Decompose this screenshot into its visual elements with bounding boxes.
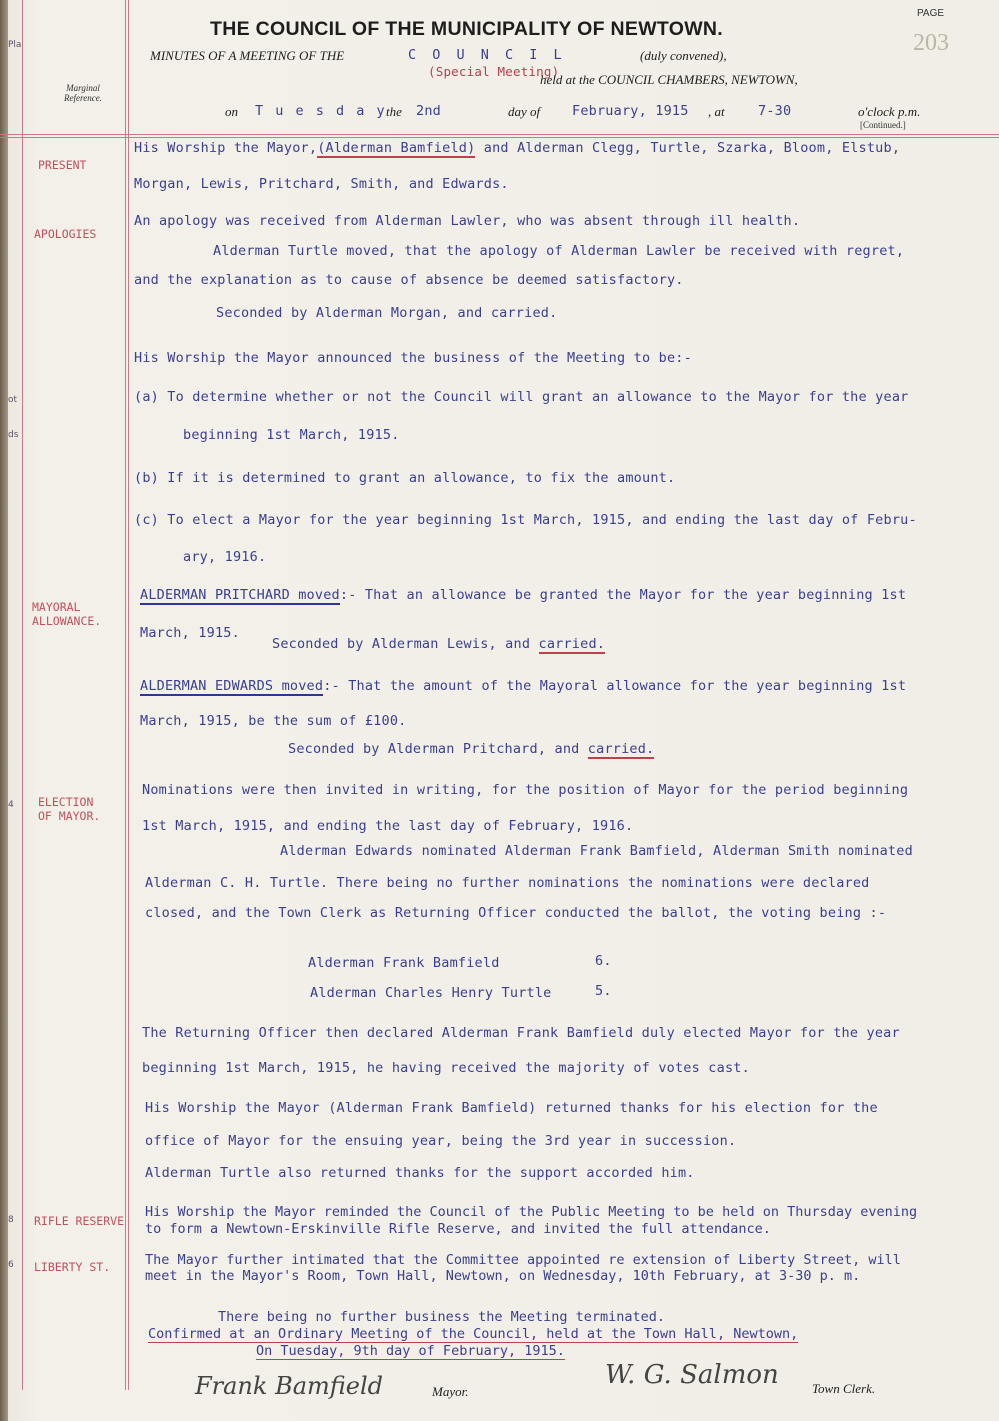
margin-mayoral: MAYORAL <box>32 600 81 614</box>
edwards-seconded: Seconded by Alderman Pritchard, and carried. <box>288 741 655 757</box>
thanks-line-2: office of Mayor for the ensuing year, being the 3rd year in succession. <box>145 1133 737 1149</box>
edwards-motion: ALDERMAN EDWARDS moved:- That the amount of the Mayoral allowance for the year beginning 1st <box>140 678 907 694</box>
page-stub: ds <box>8 430 19 440</box>
rifle-line-2: to form a Newtown-Erskinville Rifle Reserve, and invited the full attendance. <box>145 1221 771 1237</box>
business-intro: His Worship the Mayor announced the business of the Meeting to be:- <box>134 350 692 366</box>
date-on: on <box>225 104 238 119</box>
nomination-line-5: closed, and the Town Clerk as Returning Officer conducted the ballot, the voting being :- <box>145 905 887 921</box>
declared-line-1: The Returning Officer then declared Alderman Frank Bamfield duly elected Mayor for the year <box>142 1025 900 1041</box>
page-stub: ot <box>8 395 18 405</box>
declared-line-2: beginning 1st March, 1915, he having received the majority of votes cast. <box>142 1060 750 1076</box>
page-label: PAGE <box>917 8 945 19</box>
pritchard-moved-underlined: ALDERMAN PRITCHARD moved <box>140 587 340 603</box>
closing-line-1: There being no further business the Meeting terminated. <box>218 1309 666 1325</box>
margin-apologies: APOLOGIES <box>34 227 97 241</box>
page-number: 203 <box>913 30 949 56</box>
margin-rifle-reserve: RIFLE RESERVE <box>34 1214 125 1228</box>
date-the: the <box>386 104 402 119</box>
month-year: February, 1915 <box>572 103 689 119</box>
mayor-signature: Frank Bamfield <box>195 1372 384 1400</box>
page-stub: 4 <box>8 800 14 810</box>
item-b: (b) If it is determined to grant an allowance, to fix the amount. <box>134 470 676 486</box>
duly-convened: (duly convened), <box>640 48 727 63</box>
closing-line-3: On Tuesday, 9th day of February, 1915. <box>256 1343 565 1359</box>
carried-underlined: carried. <box>538 636 606 652</box>
minutes-prefix: MINUTES OF A MEETING OF THE <box>150 48 345 63</box>
edwards-moved-underlined: ALDERMAN EDWARDS moved <box>140 678 324 694</box>
apology-line-2: Alderman Turtle moved, that the apology of Alderman Lawler be received with regret, <box>213 243 905 259</box>
held-at: held at the COUNCIL CHAMBERS, NEWTOWN, <box>540 72 798 87</box>
margin-present: PRESENT <box>38 158 87 172</box>
margin-liberty-st: LIBERTY ST. <box>34 1260 111 1274</box>
thanks-line-1: His Worship the Mayor (Alderman Frank Bamfield) returned thanks for his election for the <box>145 1100 878 1116</box>
town-clerk-label: Town Clerk. <box>812 1381 876 1396</box>
present-line-2: Morgan, Lewis, Pritchard, Smith, and Edwards. <box>134 176 509 192</box>
pritchard-motion: ALDERMAN PRITCHARD moved:- That an allowance be granted the Mayor for the year beginning 1st <box>140 587 907 603</box>
council-spaced: C O U N C I L <box>408 47 566 63</box>
marginal-reference-label: Marginal Reference. <box>64 83 102 103</box>
special-meeting: (Special Meeting) <box>428 64 560 79</box>
margin-allowance: ALLOWANCE. <box>32 614 102 628</box>
book-binding <box>0 0 8 1421</box>
day-name: T u e s d a y <box>255 103 387 119</box>
nomination-line-2: 1st March, 1915, and ending the last day of February, 1916. <box>142 818 634 834</box>
oclock: o'clock p.m. <box>858 104 921 119</box>
closing-line-2: Confirmed at an Ordinary Meeting of the Council, held at the Town Hall, Newtown, <box>148 1326 799 1342</box>
rifle-line-1: His Worship the Mayor reminded the Council of the Public Meeting to be held on Thursday evening <box>145 1204 918 1220</box>
nomination-line-4: Alderman C. H. Turtle. There being no further nominations the nominations were declared <box>145 875 870 891</box>
edwards-line-2: March, 1915, be the sum of £100. <box>140 713 407 729</box>
carried-underlined: carried. <box>587 741 655 757</box>
nomination-line-1: Nominations were then invited in writing, for the position of Mayor for the period beginning <box>142 782 909 798</box>
liberty-line-2: meet in the Mayor's Room, Town Hall, Newtown, on Wednesday, 10th February, at 3-30 p. m. <box>145 1268 861 1284</box>
document-title: THE COUNCIL OF THE MUNICIPALITY OF NEWTOWN. <box>210 18 724 40</box>
vote-candidate-2: Alderman Charles Henry Turtle <box>310 985 552 1001</box>
nomination-line-3: Alderman Edwards nominated Alderman Frank Bamfield, Alderman Smith nominated <box>280 843 913 859</box>
day-of: day of <box>508 104 541 119</box>
pritchard-line-2: March, 1915. <box>140 625 240 641</box>
town-clerk-signature: W. G. Salmon <box>605 1360 779 1390</box>
item-a-line-1: (a) To determine whether or not the Council will grant an allowance to the Mayor for the year <box>134 389 909 405</box>
page-stub: Pla <box>8 40 22 50</box>
item-a-line-2: beginning 1st March, 1915. <box>183 427 400 443</box>
header-rule <box>0 134 999 135</box>
day-number: 2nd <box>416 103 441 119</box>
page-stub: 6 <box>8 1260 14 1270</box>
margin-rule <box>128 0 129 1390</box>
vote-count-1: 6. <box>595 953 612 969</box>
meeting-time: 7-30 <box>758 103 792 119</box>
thanks-line-3: Alderman Turtle also returned thanks for the support accorded him. <box>145 1165 695 1181</box>
apology-line-1: An apology was received from Alderman Lawler, who was absent through ill health. <box>134 213 801 229</box>
apology-seconded: Seconded by Alderman Morgan, and carried. <box>216 305 558 321</box>
mayor-name-underlined: (Alderman Bamfield) <box>317 140 476 156</box>
liberty-line-1: The Mayor further intimated that the Committee appointed re extension of Liberty Street, will <box>145 1252 901 1268</box>
header-rule <box>0 137 999 138</box>
margin-election: ELECTION <box>38 795 94 809</box>
page-stub: 8 <box>8 1215 14 1225</box>
vote-candidate-1: Alderman Frank Bamfield <box>308 955 500 971</box>
at-label: , at <box>708 104 725 119</box>
page-number-box <box>905 0 995 130</box>
apology-line-3: and the explanation as to cause of absence be deemed satisfactory. <box>134 272 684 288</box>
margin-rule <box>125 0 126 1390</box>
present-line-1: His Worship the Mayor,(Alderman Bamfield) and Alderman Clegg, Turtle, Szarka, Bloom, Elstub, <box>134 140 901 156</box>
margin-rule <box>22 0 23 1390</box>
vote-count-2: 5. <box>595 983 612 999</box>
mayor-label: Mayor. <box>432 1384 469 1399</box>
margin-of-mayor: OF MAYOR. <box>38 809 101 823</box>
pritchard-seconded: Seconded by Alderman Lewis, and carried. <box>272 636 606 652</box>
item-c-line-2: ary, 1916. <box>183 549 267 565</box>
continued-label: [Continued.] <box>860 120 906 130</box>
item-c-line-1: (c) To elect a Mayor for the year beginning 1st March, 1915, and ending the last day of Febru- <box>134 512 917 528</box>
